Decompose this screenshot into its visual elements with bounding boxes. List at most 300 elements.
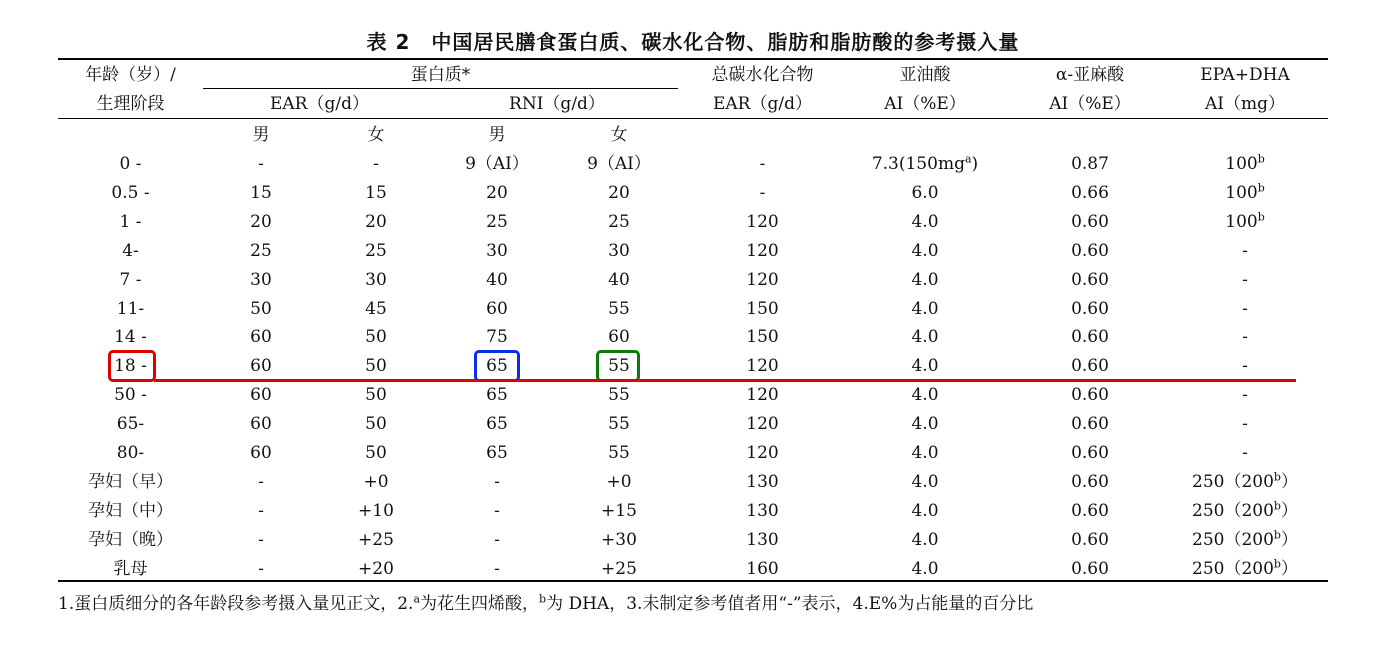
cell-value: 50 -	[114, 385, 147, 405]
cell-age	[58, 410, 203, 439]
cell-rni-f	[569, 439, 669, 468]
cell-value: 0.60	[1071, 414, 1109, 434]
cell-value: 15	[365, 183, 387, 203]
cell-value: 0.60	[1071, 530, 1109, 550]
cell-carb	[685, 410, 840, 439]
cell-value: -	[1242, 356, 1248, 376]
cell-rni-f	[569, 410, 669, 439]
cell-rni-m	[447, 323, 547, 352]
cell-ear-f	[326, 323, 426, 352]
cell-value: 150	[746, 299, 779, 319]
cell-value: 250（200	[1192, 530, 1274, 550]
cell-value: -	[1242, 443, 1248, 463]
cell-value: -	[1242, 241, 1248, 261]
cell-value: 50	[365, 443, 387, 463]
cell-value: 60	[608, 327, 630, 347]
cell-ala	[1010, 439, 1170, 468]
cell-superscript: b	[1257, 181, 1265, 195]
cell-value: 50	[365, 414, 387, 434]
cell-la	[845, 208, 1005, 237]
cell-value: +0	[606, 472, 632, 492]
cell-value: 25	[250, 241, 272, 261]
cell-value: 50	[250, 299, 272, 319]
cell-value: 65-	[116, 414, 145, 434]
cell-value: 150	[746, 327, 779, 347]
cell-value: 30	[250, 270, 272, 290]
cell-ear-m	[211, 266, 311, 295]
cell-epa	[1170, 439, 1320, 468]
cell-value: +25	[358, 530, 394, 550]
cell-value: 25	[608, 212, 630, 232]
cell-value: 1 -	[119, 212, 142, 232]
cell-carb	[685, 179, 840, 208]
cell-value: 孕妇（中）	[88, 501, 173, 521]
cell-ala	[1010, 295, 1170, 324]
cell-carb	[685, 526, 840, 555]
footnote-part2: 为花生四烯酸，	[420, 594, 540, 614]
cell-age	[58, 266, 203, 295]
cell-value: 4.0	[911, 356, 939, 376]
cell-value: +0	[363, 472, 389, 492]
cell-ear-f	[326, 179, 426, 208]
cell-rni-m	[447, 468, 547, 497]
cell-carb	[685, 208, 840, 237]
cell-value: 120	[746, 356, 779, 376]
cell-value: 120	[746, 385, 779, 405]
cell-carb	[685, 381, 840, 410]
header-rni-female: 女	[610, 125, 628, 145]
cell-carb	[685, 468, 840, 497]
header-carb-line1: 总碳水化合物	[711, 65, 814, 85]
cell-ear-f	[326, 266, 426, 295]
cell-value: 0.60	[1071, 385, 1109, 405]
cell-age	[58, 295, 203, 324]
cell-epa	[1170, 381, 1320, 410]
cell-value: 130	[746, 501, 779, 521]
cell-value: +25	[601, 559, 637, 579]
cell-value: 60	[250, 414, 272, 434]
cell-carb	[685, 497, 840, 526]
header-ear-male: 男	[252, 125, 270, 145]
cell-ear-m	[211, 526, 311, 555]
cell-epa	[1170, 179, 1320, 208]
cell-ear-m	[211, 295, 311, 324]
cell-value: 15	[250, 183, 272, 203]
cell-value: 120	[746, 270, 779, 290]
cell-value: 4.0	[911, 472, 939, 492]
cell-age	[58, 208, 203, 237]
cell-rni-f	[569, 295, 669, 324]
cell-rni-f	[569, 266, 669, 295]
cell-value: 30	[608, 241, 630, 261]
cell-rni-f	[569, 323, 669, 352]
cell-epa	[1170, 323, 1320, 352]
cell-carb	[685, 266, 840, 295]
header-rni-male: 男	[488, 125, 506, 145]
cell-age	[58, 179, 203, 208]
cell-value: 4.0	[911, 327, 939, 347]
cell-value: -	[494, 530, 500, 550]
header-la-line1: 亚油酸	[899, 65, 951, 85]
cell-value: -	[759, 154, 766, 174]
cell-value: +20	[358, 559, 394, 579]
cell-rni-f	[569, 381, 669, 410]
cell-la	[845, 295, 1005, 324]
cell-carb	[685, 352, 840, 381]
cell-value: 4.0	[911, 241, 939, 261]
cell-value: 55	[608, 356, 630, 376]
cell-value: 60	[250, 385, 272, 405]
cell-rni-m	[447, 410, 547, 439]
cell-value: 120	[746, 414, 779, 434]
cell-value: 4.0	[911, 530, 939, 550]
header-epa-line1: EPA+DHA	[1200, 65, 1290, 85]
cell-rni-m	[447, 497, 547, 526]
cell-value: 0.60	[1071, 241, 1109, 261]
cell-value: -	[1242, 299, 1248, 319]
cell-value: 25	[365, 241, 387, 261]
cell-value: 20	[608, 183, 630, 203]
cell-ala	[1010, 323, 1170, 352]
header-epa-line2: AI（mg）	[1205, 94, 1285, 114]
bottom-rule	[58, 580, 1328, 582]
cell-epa	[1170, 266, 1320, 295]
cell-ear-f	[326, 352, 426, 381]
cell-epa	[1170, 150, 1320, 179]
cell-carb	[685, 150, 840, 179]
cell-value: 4.0	[911, 212, 939, 232]
cell-value: 0.66	[1071, 183, 1109, 203]
cell-ear-f	[326, 410, 426, 439]
cell-la	[845, 323, 1005, 352]
cell-carb	[685, 323, 840, 352]
cell-la	[845, 526, 1005, 555]
cell-ala	[1010, 208, 1170, 237]
cell-value: 60	[250, 356, 272, 376]
cell-value: -	[1242, 385, 1248, 405]
cell-value: -	[494, 501, 500, 521]
cell-value: 45	[365, 299, 387, 319]
header-ala-line1: α-亚麻酸	[1055, 65, 1125, 85]
cell-value: 65	[486, 414, 508, 434]
cell-value: -	[1242, 327, 1248, 347]
cell-epa	[1170, 468, 1320, 497]
cell-ear-f	[326, 468, 426, 497]
cell-superscript: a	[964, 152, 972, 166]
cell-value: 4.0	[911, 414, 939, 434]
cell-suffix: ）	[1280, 501, 1298, 521]
cell-la	[845, 179, 1005, 208]
cell-age	[58, 497, 203, 526]
cell-value: 0.60	[1071, 299, 1109, 319]
cell-age	[58, 439, 203, 468]
cell-rni-m	[447, 179, 547, 208]
cell-age	[58, 323, 203, 352]
cell-epa	[1170, 352, 1320, 381]
cell-value: 75	[486, 327, 508, 347]
footnote	[58, 590, 1033, 618]
cell-value: 0.60	[1071, 356, 1109, 376]
cell-rni-f	[569, 150, 669, 179]
cell-value: 20	[486, 183, 508, 203]
cell-la	[845, 468, 1005, 497]
cell-value: 80-	[116, 443, 145, 463]
cell-value: 4-	[122, 241, 139, 261]
cell-ear-m	[211, 468, 311, 497]
cell-value: 65	[486, 356, 508, 376]
cell-rni-m	[447, 295, 547, 324]
header-ala-line2: AI（%E）	[1049, 94, 1131, 114]
cell-value: +30	[601, 530, 637, 550]
cell-ear-f	[326, 150, 426, 179]
cell-superscript: b	[1273, 499, 1281, 513]
cell-ear-f	[326, 497, 426, 526]
cell-value: 250（200	[1192, 472, 1274, 492]
cell-rni-m	[447, 208, 547, 237]
cell-epa	[1170, 208, 1320, 237]
cell-age	[58, 381, 203, 410]
cell-age	[58, 237, 203, 266]
cell-la	[845, 150, 1005, 179]
cell-value: 100	[1225, 212, 1258, 232]
cell-value: 20	[365, 212, 387, 232]
footnote-sup-a: a	[413, 592, 421, 606]
cell-ala	[1010, 526, 1170, 555]
cell-value: 6.0	[911, 183, 939, 203]
cell-la	[845, 352, 1005, 381]
cell-age	[58, 526, 203, 555]
cell-value: -	[258, 154, 264, 174]
cell-rni-f	[569, 468, 669, 497]
cell-value: 55	[608, 443, 630, 463]
cell-ala	[1010, 179, 1170, 208]
cell-value: 120	[746, 212, 779, 232]
cell-value: 60	[486, 299, 508, 319]
header-carb-line2: EAR（g/d）	[713, 94, 812, 114]
highlight-box-blue	[474, 350, 520, 382]
cell-value: 55	[608, 414, 630, 434]
cell-ear-m	[211, 410, 311, 439]
cell-ear-m	[211, 381, 311, 410]
cell-value: -	[373, 154, 379, 174]
cell-value: -	[759, 183, 766, 203]
cell-value: -	[258, 559, 264, 579]
cell-epa	[1170, 410, 1320, 439]
cell-value: 65	[486, 385, 508, 405]
cell-value: 120	[746, 241, 779, 261]
cell-ala	[1010, 497, 1170, 526]
cell-value: 30	[486, 241, 508, 261]
cell-value: 30	[365, 270, 387, 290]
cell-value: 120	[746, 443, 779, 463]
cell-ala	[1010, 410, 1170, 439]
cell-la	[845, 381, 1005, 410]
cell-value: 100	[1225, 183, 1258, 203]
highlight-box-green	[596, 350, 640, 382]
cell-ear-f	[326, 526, 426, 555]
header-ear-female: 女	[367, 125, 385, 145]
cell-rni-f	[569, 208, 669, 237]
cell-carb	[685, 237, 840, 266]
cell-ear-m	[211, 323, 311, 352]
cell-suffix: ）	[1280, 530, 1298, 550]
footnote-part3: 为 DHA，3.未制定参考值者用“-”表示，4.E%为占能量的百分比	[546, 594, 1034, 614]
cell-value: 40	[486, 270, 508, 290]
header-protein: 蛋白质*	[410, 65, 471, 85]
cell-value: 100	[1225, 154, 1258, 174]
cell-value: 11-	[116, 299, 145, 319]
cell-value: 孕妇（早）	[88, 472, 173, 492]
footnote-sup-b: b	[539, 592, 547, 606]
highlight-underline-red	[154, 379, 1296, 382]
header-la-line2: AI（%E）	[884, 94, 966, 114]
cell-value: -	[258, 501, 264, 521]
cell-ear-f	[326, 295, 426, 324]
cell-epa	[1170, 526, 1320, 555]
cell-rni-m	[447, 439, 547, 468]
cell-la	[845, 266, 1005, 295]
cell-value: 50	[365, 356, 387, 376]
cell-value: 50	[365, 385, 387, 405]
cell-rni-m	[447, 150, 547, 179]
cell-value: 4.0	[911, 443, 939, 463]
cell-epa	[1170, 295, 1320, 324]
cell-value: 60	[250, 443, 272, 463]
cell-ala	[1010, 237, 1170, 266]
cell-value: 7.3(150mg	[871, 154, 965, 174]
cell-value: 4.0	[911, 299, 939, 319]
cell-value: 0 -	[119, 154, 142, 174]
cell-value: -	[494, 472, 500, 492]
cell-ear-m	[211, 237, 311, 266]
cell-value: 250（200	[1192, 559, 1274, 579]
cell-superscript: b	[1257, 210, 1265, 224]
cell-value: 65	[486, 443, 508, 463]
cell-rni-f	[569, 179, 669, 208]
cell-epa	[1170, 237, 1320, 266]
cell-value: 孕妇（晚）	[88, 530, 173, 550]
header-rni: RNI（g/d）	[509, 94, 605, 114]
cell-value: 0.60	[1071, 501, 1109, 521]
cell-ear-f	[326, 208, 426, 237]
cell-value: 4.0	[911, 385, 939, 405]
cell-value: -	[258, 530, 264, 550]
cell-superscript: b	[1273, 528, 1281, 542]
cell-ala	[1010, 352, 1170, 381]
cell-value: -	[258, 472, 264, 492]
footnote-part1: 1.蛋白质细分的各年龄段参考摄入量见正文，2.	[58, 594, 414, 614]
cell-age	[58, 468, 203, 497]
cell-value: -	[1242, 414, 1248, 434]
cell-value: +15	[601, 501, 637, 521]
cell-ala	[1010, 266, 1170, 295]
cell-value: 0.60	[1071, 212, 1109, 232]
cell-epa	[1170, 497, 1320, 526]
cell-suffix: ）	[1280, 472, 1298, 492]
cell-value: 130	[746, 530, 779, 550]
cell-ear-m	[211, 208, 311, 237]
cell-value: 55	[608, 385, 630, 405]
cell-rni-f	[569, 237, 669, 266]
cell-carb	[685, 295, 840, 324]
cell-suffix: ）	[1280, 559, 1298, 579]
cell-la	[845, 237, 1005, 266]
table-title: 表 2 中国居民膳食蛋白质、碳水化合物、脂肪和脂肪酸的参考摄入量	[366, 30, 1020, 54]
cell-value: 60	[250, 327, 272, 347]
cell-ear-f	[326, 381, 426, 410]
cell-value: 160	[746, 559, 779, 579]
cell-value: 9（AI）	[587, 154, 651, 174]
cell-value: 4.0	[911, 559, 939, 579]
cell-value: 20	[250, 212, 272, 232]
cell-ear-f	[326, 439, 426, 468]
cell-value: 0.60	[1071, 559, 1109, 579]
cell-value: 4.0	[911, 501, 939, 521]
cell-rni-m	[447, 237, 547, 266]
cell-value: 40	[608, 270, 630, 290]
cell-value: 130	[746, 472, 779, 492]
cell-ear-m	[211, 439, 311, 468]
cell-value: 55	[608, 299, 630, 319]
cell-value: 7 -	[119, 270, 142, 290]
cell-value: 0.60	[1071, 327, 1109, 347]
cell-value: 9（AI）	[465, 154, 529, 174]
cell-ear-m	[211, 352, 311, 381]
cell-value: 0.60	[1071, 443, 1109, 463]
cell-superscript: b	[1273, 470, 1281, 484]
cell-rni-m	[447, 381, 547, 410]
cell-value: 25	[486, 212, 508, 232]
cell-value: 4.0	[911, 270, 939, 290]
cell-ear-m	[211, 150, 311, 179]
highlight-box-red	[108, 350, 156, 382]
header-ear: EAR（g/d）	[270, 94, 369, 114]
cell-value: -	[1242, 270, 1248, 290]
cell-value: 乳母	[113, 559, 148, 579]
cell-ala	[1010, 381, 1170, 410]
cell-value: 250（200	[1192, 501, 1274, 521]
cell-age	[58, 150, 203, 179]
cell-value: 14 -	[114, 327, 147, 347]
cell-value: 0.5 -	[111, 183, 150, 203]
cell-ear-m	[211, 497, 311, 526]
cell-value: 50	[365, 327, 387, 347]
cell-ear-f	[326, 237, 426, 266]
cell-rni-f	[569, 526, 669, 555]
cell-rni-m	[447, 526, 547, 555]
cell-rni-m	[447, 266, 547, 295]
header-age-line2: 生理阶段	[96, 94, 165, 114]
cell-carb	[685, 439, 840, 468]
cell-la	[845, 497, 1005, 526]
cell-value: 0.87	[1071, 154, 1109, 174]
cell-ear-m	[211, 179, 311, 208]
cell-la	[845, 410, 1005, 439]
cell-superscript: b	[1273, 557, 1281, 571]
cell-suffix: )	[971, 154, 979, 174]
cell-ala	[1010, 468, 1170, 497]
cell-value: +10	[358, 501, 394, 521]
cell-value: -	[494, 559, 500, 579]
cell-ala	[1010, 150, 1170, 179]
cell-la	[845, 439, 1005, 468]
cell-superscript: b	[1257, 152, 1265, 166]
cell-rni-f	[569, 497, 669, 526]
header-age-line1: 年龄（岁）/	[85, 65, 176, 85]
cell-value: 0.60	[1071, 472, 1109, 492]
cell-value: 18 -	[114, 356, 147, 376]
cell-value: 0.60	[1071, 270, 1109, 290]
